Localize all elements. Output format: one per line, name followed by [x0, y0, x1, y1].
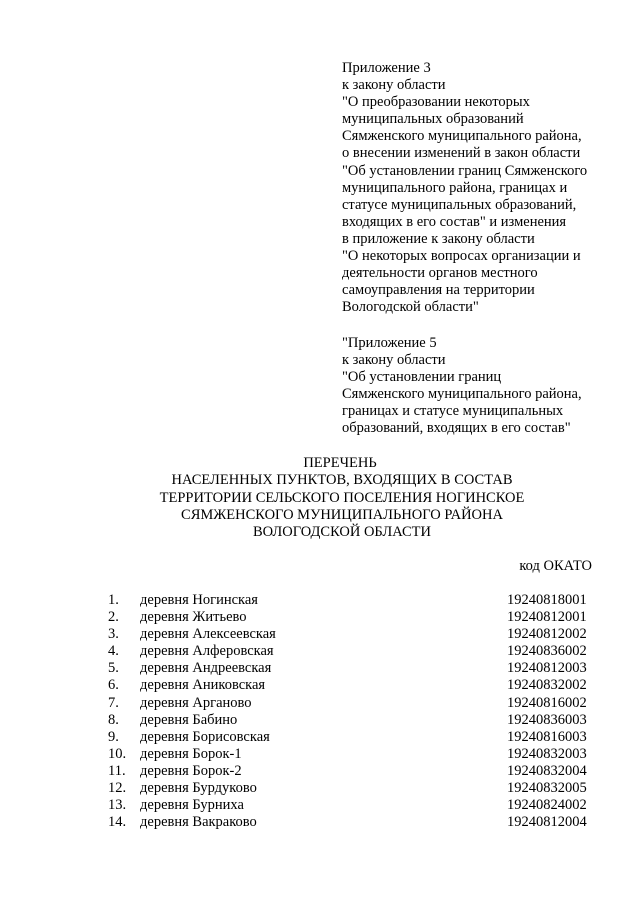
okato-code: 19240832003 — [507, 745, 587, 762]
item-number: 7. — [108, 694, 119, 711]
item-number: 3. — [108, 626, 119, 643]
settlement-name: деревня Житьево — [140, 609, 247, 626]
item-number: 2. — [108, 609, 119, 626]
list-item — [0, 660, 640, 677]
item-number: 4. — [108, 643, 119, 660]
okato-code: 19240836003 — [507, 711, 587, 728]
settlement-name: деревня Арганово — [140, 694, 252, 711]
title-line-2: НАСЕЛЕННЫХ ПУНКТОВ, ВХОДЯЩИХ В СОСТАВ — [171, 472, 513, 489]
item-number: 1. — [108, 592, 119, 608]
settlement-name: деревня Алферовская — [140, 643, 274, 660]
okato-code: 19240818001 — [507, 592, 587, 608]
settlement-name: деревня Бабино — [140, 711, 238, 728]
list-item — [0, 712, 640, 729]
list-item — [0, 592, 640, 609]
okato-code: 19240832004 — [507, 762, 587, 779]
settlement-name: деревня Борисовская — [140, 728, 270, 745]
settlement-name: деревня Бурниха — [140, 797, 244, 814]
settlement-name: деревня Алексеевская — [140, 626, 276, 643]
item-number: 10. — [108, 745, 127, 762]
list-item — [0, 677, 640, 694]
list-item — [0, 729, 640, 746]
okato-code: 19240816003 — [507, 728, 587, 745]
list-item — [0, 780, 640, 797]
settlement-name: деревня Борок-1 — [140, 745, 242, 762]
document-title — [0, 455, 640, 541]
list-item — [0, 609, 640, 626]
okato-code: 19240812001 — [507, 609, 587, 626]
title-line-4: СЯМЖЕНСКОГО МУНИЦИПАЛЬНОГО РАЙОНА — [181, 506, 503, 523]
settlement-name: деревня Бурдуково — [140, 780, 257, 797]
appendix-5-reference: "Приложение 5 к закону области "Об установлении границ Сямженского муниципального района, границах и статусе муниципальных образований, входящих в его состав" — [342, 335, 582, 437]
item-number: 9. — [108, 728, 119, 745]
okato-code-header: код ОКАТО — [519, 558, 592, 574]
item-number: 8. — [108, 711, 119, 728]
settlement-name: деревня Вакраково — [140, 814, 257, 831]
item-number: 14. — [108, 814, 127, 831]
okato-code: 19240836002 — [507, 643, 587, 660]
okato-code: 19240812003 — [507, 660, 587, 677]
item-number: 5. — [108, 660, 119, 677]
list-item — [0, 626, 640, 643]
list-item — [0, 797, 640, 814]
item-number: 11. — [108, 762, 126, 779]
settlement-name: деревня Борок-2 — [140, 762, 242, 779]
title-line-1: ПЕРЕЧЕНЬ — [303, 455, 377, 471]
list-item — [0, 695, 640, 712]
title-line-3: ТЕРРИТОРИИ СЕЛЬСКОГО ПОСЕЛЕНИЯ НОГИНСКОЕ — [159, 489, 525, 506]
okato-code: 19240812004 — [507, 814, 587, 831]
settlement-name: деревня Аниковская — [140, 677, 266, 694]
okato-code: 19240824002 — [507, 797, 587, 814]
appendix-3-reference: Приложение 3 к закону области "О преобразовании некоторых муниципальных образований Сямженского муниципального района, о внесении изменений в закон области "Об установлении границ Сямженского муниципального района, границах и статусе муниципальных образований, входящих в его состав" и изменения в приложение к закону области "О некоторых вопросах организации и деятельности органов местного самоуправления на территории Вологодской области" — [342, 60, 588, 316]
settlement-name: деревня Ногинская — [140, 592, 258, 608]
item-number: 13. — [108, 797, 127, 814]
list-item — [0, 746, 640, 763]
list-item — [0, 814, 640, 831]
item-number: 12. — [108, 780, 127, 797]
settlement-name: деревня Андреевская — [140, 660, 272, 677]
okato-code: 19240816002 — [507, 694, 587, 711]
okato-code: 19240832002 — [507, 677, 587, 694]
settlement-list — [0, 592, 640, 831]
okato-code: 19240832005 — [507, 780, 587, 797]
title-line-5: ВОЛОГОДСКОЙ ОБЛАСТИ — [253, 524, 431, 541]
list-item — [0, 643, 640, 660]
okato-code: 19240812002 — [507, 626, 587, 643]
list-item — [0, 763, 640, 780]
item-number: 6. — [108, 677, 119, 694]
